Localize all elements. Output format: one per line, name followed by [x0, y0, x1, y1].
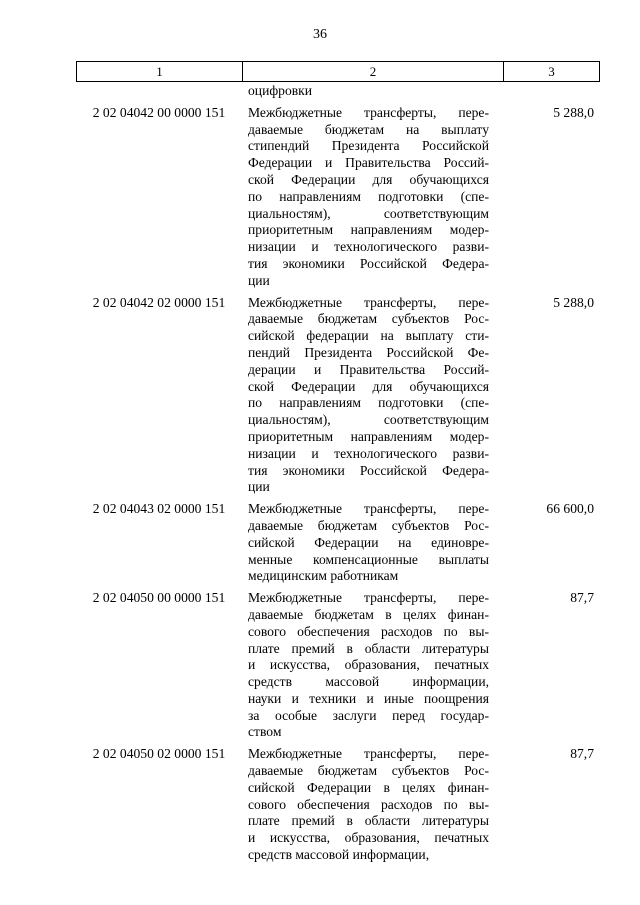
description-line: плате премий в области литературы	[248, 640, 489, 656]
row-amount: 5 288,0	[553, 104, 594, 120]
description-line: ции	[248, 272, 270, 288]
row-code: 2 02 04042 00 0000 151	[92, 104, 226, 120]
description-line: науки и техники и иные поощрения	[248, 690, 489, 706]
column-header-2: 2	[243, 62, 504, 81]
description-line: даваемые бюджетам субъектов Рос-	[248, 517, 489, 533]
description-line: ской Федерации для обучающихся	[248, 378, 489, 394]
description-line: плате премий в области литературы	[248, 813, 489, 829]
description-line: и искусства, образования, печатных	[248, 657, 489, 673]
description-line: медицинским работникам	[248, 568, 399, 584]
description-line: циальностям), соответствующим	[248, 205, 489, 221]
column-header-3: 3	[548, 63, 555, 79]
description-line: даваемые бюджетам в целях финан-	[248, 606, 489, 622]
description-line: Межбюджетные трансферты, пере-	[248, 746, 489, 762]
description-line: Межбюджетные трансферты, пере-	[248, 590, 489, 606]
description-line: сового обеспечения расходов по вы-	[248, 796, 489, 812]
table-row	[76, 590, 600, 741]
table-row	[76, 501, 600, 585]
row-code: 2 02 04050 02 0000 151	[92, 746, 226, 762]
row-amount: 66 600,0	[546, 501, 594, 517]
table-header	[76, 61, 600, 82]
description-line: тия экономики Российской Федера-	[248, 255, 489, 271]
description-line: стипендий Президента Российской	[248, 138, 489, 154]
description-line: менные компенсационные выплаты	[248, 551, 489, 567]
row-description	[248, 295, 489, 497]
description-line: приоритетным направлениям модер-	[248, 222, 489, 238]
description-line: даваемые бюджетам на выплату	[248, 121, 489, 137]
row-amount	[489, 83, 600, 100]
row-amount: 87,7	[570, 746, 594, 762]
row-code: 2 02 04050 00 0000 151	[92, 590, 226, 606]
column-header-1: 1	[77, 62, 243, 81]
description-line: Межбюджетные трансферты, пере-	[248, 501, 489, 517]
description-line: и искусства, образования, печатных	[248, 830, 489, 846]
row-code	[76, 83, 242, 100]
description-line: циальностям), соответствующим	[248, 412, 489, 428]
description-line: Межбюджетные трансферты, пере-	[248, 294, 489, 310]
table-row	[76, 105, 600, 290]
description-line: низации и технологического разви-	[248, 445, 489, 461]
row-description	[248, 746, 489, 864]
description-line: сового обеспечения расходов по вы-	[248, 623, 489, 639]
description-line: даваемые бюджетам субъектов Рос-	[248, 311, 489, 327]
description-line: дерации и Правительства Россий-	[248, 361, 489, 377]
description-line: по направлениям подготовки (спе-	[248, 395, 489, 411]
table-row	[76, 295, 600, 497]
row-description	[248, 83, 489, 100]
continuation-row	[76, 83, 600, 100]
description-line: пендий Президента Российской Фе-	[248, 344, 489, 360]
description-line: ции	[248, 479, 270, 495]
description-line: за особые заслуги перед государ-	[248, 707, 489, 723]
description-line: низации и технологического разви-	[248, 239, 489, 255]
description-line: ской Федерации для обучающихся	[248, 171, 489, 187]
description-line: оцифровки	[248, 83, 313, 98]
description-line: Федерации и Правительства Россий-	[248, 155, 489, 171]
row-amount: 87,7	[570, 590, 594, 606]
row-description	[248, 105, 489, 290]
row-description	[248, 590, 489, 741]
row-code: 2 02 04042 02 0000 151	[92, 294, 226, 310]
description-line: по направлениям подготовки (спе-	[248, 188, 489, 204]
row-code: 2 02 04043 02 0000 151	[92, 501, 226, 517]
description-line: сийской Федерации в целях финан-	[248, 779, 489, 795]
description-line: средств массовой информации,	[248, 674, 489, 690]
row-description	[248, 501, 489, 585]
description-line: средств массовой информации,	[248, 847, 430, 863]
description-line: Межбюджетные трансферты, пере-	[248, 104, 489, 120]
description-line: приоритетным направлениям модер-	[248, 428, 489, 444]
description-line: тия экономики Российской Федера-	[248, 462, 489, 478]
page-number: 36	[313, 27, 327, 42]
description-line: даваемые бюджетам субъектов Рос-	[248, 763, 489, 779]
row-amount: 5 288,0	[553, 294, 594, 310]
description-line: сийской федерации на выплату сти-	[248, 328, 489, 344]
table-body	[76, 83, 600, 869]
description-line: ством	[248, 724, 282, 740]
description-line: сийской Федерации на единовре-	[248, 534, 489, 550]
table-row	[76, 746, 600, 864]
